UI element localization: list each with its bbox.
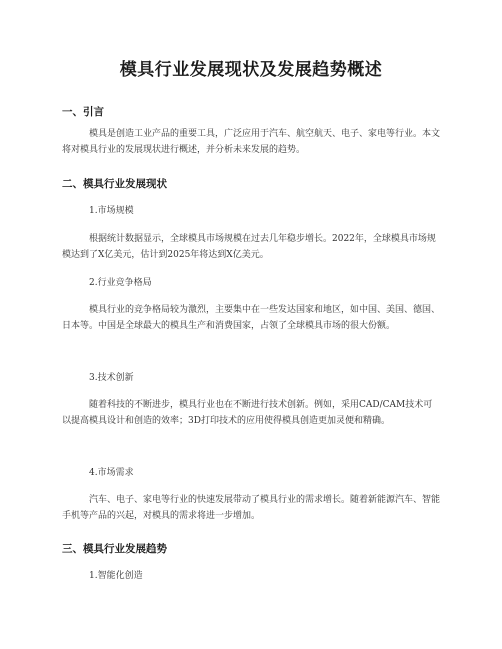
intro-paragraph: 模具是创造工业产品的重要工具，广泛应用于汽车、航空航天、电子、家电等行业。本文将对模具行业的发展现状进行概述，并分析未来发展的趋势。 [62, 129, 441, 155]
subheading-market-size: 1.市场规模 [89, 206, 134, 216]
paragraph-tech-innovation: 随着科技的不断进步，模具行业也在不断进行技术创新。例如，采用CAD/CAM技术可以提高模具设计和创造的效率；3D打印技术的应用使得模具创造更加灵便和精确。 [62, 400, 433, 426]
subheading-intelligent-manufacturing: 1.智能化创造 [89, 571, 143, 581]
subheading-tech-innovation: 3.技术创新 [89, 373, 134, 383]
paragraph-market-size: 根据统计数据显示，全球模具市场规模在过去几年稳步增长。2022年，全球模具市场规模达到了X亿美元，估计到2025年将达到X亿美元。 [62, 234, 436, 260]
subheading-market-demand: 4.市场需求 [89, 468, 134, 478]
document-title: 模具行业发展现状及发展趋势概述 [119, 60, 383, 80]
paragraph-market-demand: 汽车、电子、家电等行业的快速发展带动了模具行业的需求增长。随着新能源汽车、智能手机等产品的兴起，对模具的需求将进一步增加。 [62, 495, 441, 521]
section-heading-status: 二、模具行业发展现状 [62, 178, 167, 190]
section-heading-intro: 一、引言 [62, 106, 104, 118]
section-heading-trends: 三、模具行业发展趋势 [62, 543, 167, 555]
subheading-competition: 2.行业竞争格局 [89, 278, 152, 288]
paragraph-competition: 模具行业的竞争格局较为激烈，主要集中在一些发达国家和地区，如中国、美国、德国、日本等。中国是全球最大的模具生产和消费国家，占领了全球模具市场的很大份额。 [62, 305, 441, 331]
